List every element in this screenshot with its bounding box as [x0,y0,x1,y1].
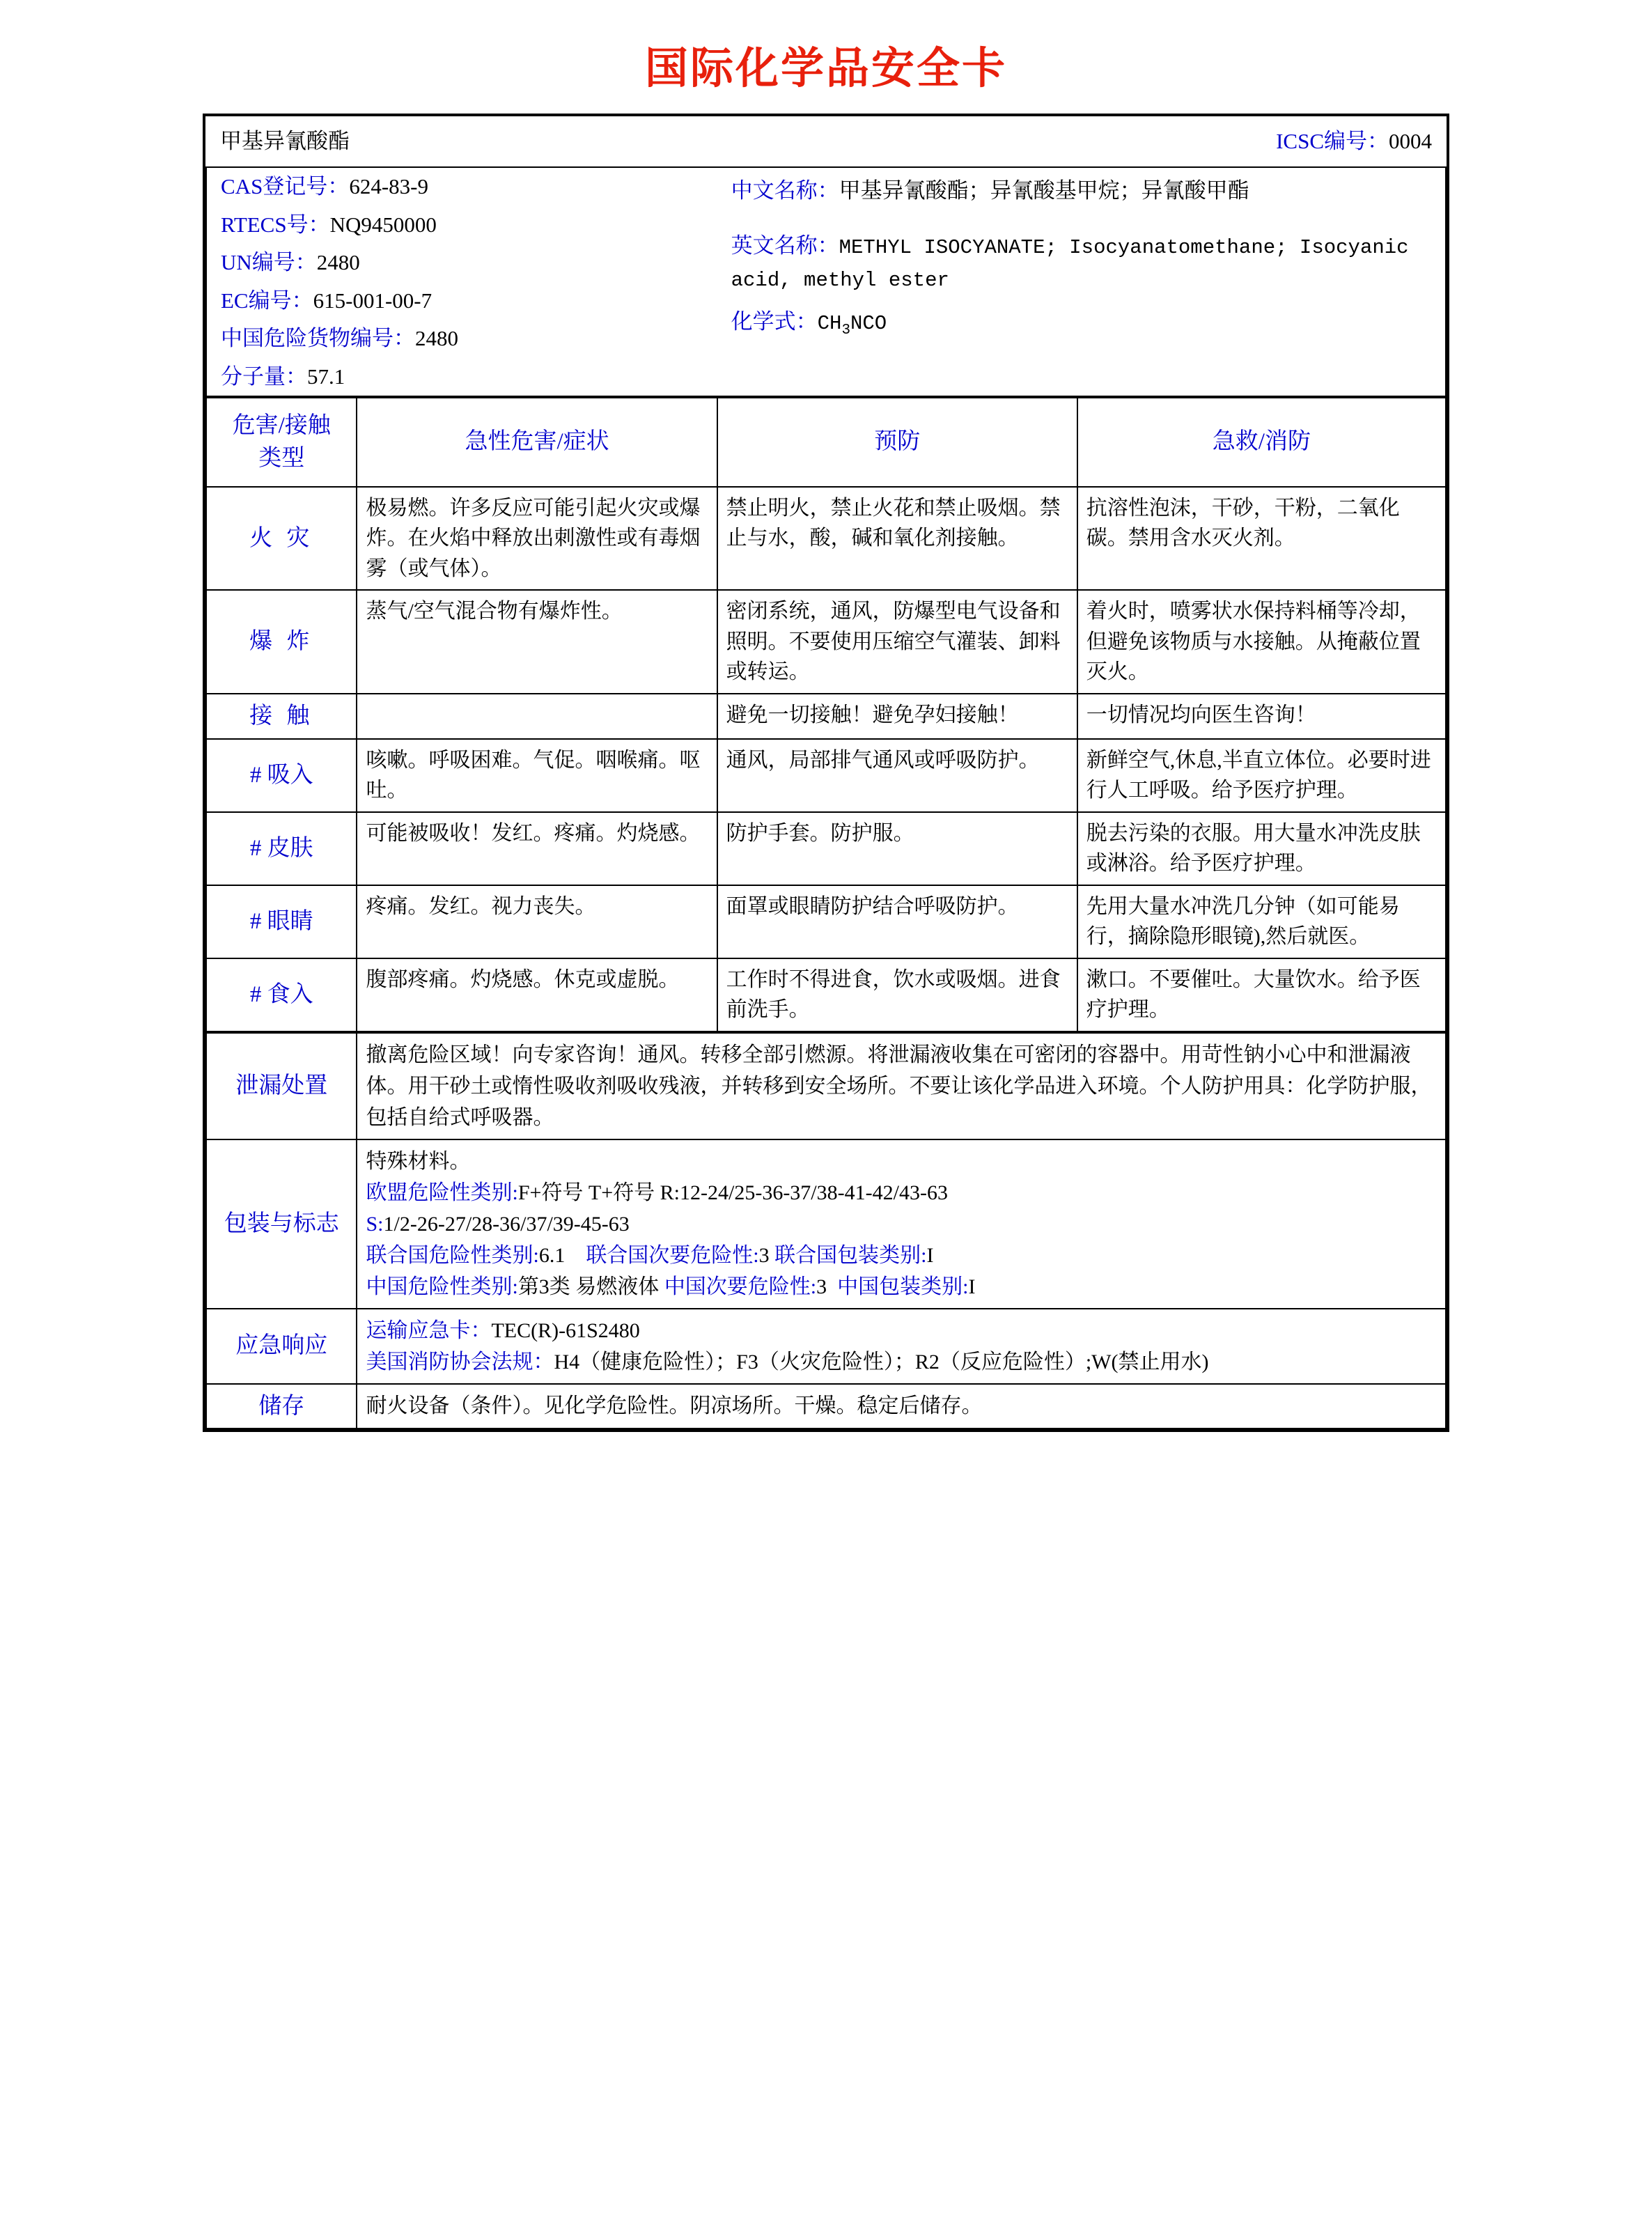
storage-label: 储存 [206,1384,357,1429]
column-header-hazard-type-line1: 危害/接触 [232,413,331,439]
cas-label: CAS登记号： [221,174,350,199]
table-row [206,694,1446,739]
emergency-nfpa-value: H4（健康危险性）；F3（火灾危险性）；R2（反应危险性）;W(禁止用水) [554,1350,1209,1373]
row-symptoms-skin: 可能被吸收！发红。疼痛。灼烧感。 [357,812,717,885]
mw-label: 分子量： [221,364,307,389]
spill-text: 撤离危险区域！向专家咨询！通风。转移全部引燃源。将泄漏液收集在可密闭的容器中。用苛性钠小心中和泄漏液体。用干砂土或惰性吸收剂吸收残液，并转移到安全场所。不要让该化学品进入环境。个人防护用具：化学防护服，包括自给式呼吸器。 [357,1032,1446,1139]
packaging-s-value: 1/2-26-27/28-36/37/39-45-63 [383,1212,630,1236]
table-row [206,812,1446,885]
emergency-row [206,1309,1446,1384]
formula-label: 化学式： [731,309,818,334]
row-prevention-explosion: 密闭系统，通风，防爆型电气设备和照明。不要使用压缩空气灌装、卸料或转运。 [717,590,1077,694]
row-symptoms-eyes: 疼痛。发红。视力丧失。 [357,885,717,958]
packaging-cn-pack-value: I [968,1275,976,1298]
row-label-explosion: 爆 炸 [206,590,357,694]
storage-row [206,1384,1446,1429]
table-row [206,885,1446,958]
packaging-label: 包装与标志 [206,1139,357,1309]
row-symptoms-fire: 极易燃。许多反应可能引起火灾或爆炸。在火焰中释放出刺激性或有毒烟雾（或气体）。 [357,487,717,591]
cas-value: 624-83-9 [349,174,428,199]
row-label-skin: # 皮肤 [206,812,357,885]
packaging-eu-value: F+符号 T+符号 R:12-24/25-36-37/38-41-42/43-63 [517,1181,948,1204]
row-firstaid-ingestion: 漱口。不要催吐。大量饮水。给予医疗护理。 [1077,958,1446,1032]
packaging-row [206,1139,1446,1309]
card-header-row [206,116,1446,167]
cn-name-value: 甲基异氰酸酯；异氰酸基甲烷；异氰酸甲酯 [839,178,1249,203]
storage-text: 耐火设备（条件）。见化学危险性。阴凉场所。干燥。稳定后储存。 [357,1384,1446,1429]
formula-pre: CH [817,311,842,335]
un-field [207,244,717,282]
row-firstaid-explosion: 着火时，喷雾状水保持料桶等冷却，但避免该物质与水接触。从掩蔽位置灭火。 [1077,590,1446,694]
row-label-eyes: # 眼睛 [206,885,357,958]
row-prevention-eyes: 面罩或眼睛防护结合呼吸防护。 [717,885,1077,958]
icsc-card [203,114,1449,1432]
column-header-hazard-type-line2: 类型 [258,445,305,471]
icsc-table [205,116,1447,1429]
packaging-line1: 特殊材料。 [366,1149,471,1173]
icsc-label: ICSC编号： [1276,129,1389,153]
mw-field [207,358,717,396]
en-name-label: 英文名称： [731,233,839,258]
packaging-text [357,1139,1446,1309]
packaging-cn-sub-label: 中国次要危险性: [664,1275,817,1298]
mw-value: 57.1 [307,364,345,389]
row-label-ingestion: # 食入 [206,958,357,1032]
ec-value: 615-001-00-7 [313,288,433,313]
table-row [206,739,1446,812]
cn-name-field [717,168,1445,210]
table-row [206,590,1446,694]
column-header-symptoms: 急性危害/症状 [357,397,717,487]
identification-left [206,167,717,397]
table-row [206,958,1446,1032]
packaging-un-line [366,1240,1437,1271]
row-symptoms-ingestion: 腹部疼痛。灼烧感。休克或虚脱。 [357,958,717,1032]
packaging-s-line [366,1208,1437,1240]
emergency-transport-value: TEC(R)-61S2480 [491,1318,640,1342]
row-firstaid-eyes: 先用大量水冲洗几分钟（如可能易行，摘除隐形眼镜),然后就医。 [1077,885,1446,958]
row-label-fire: 火 灾 [206,487,357,591]
emergency-transport-label: 运输应急卡： [366,1318,492,1342]
packaging-cn-pack-label: 中国包装类别: [837,1275,969,1298]
row-prevention-fire: 禁止明火，禁止火花和禁止吸烟。禁止与水，酸，碱和氧化剂接触。 [717,487,1077,591]
ec-label: EC编号： [221,288,313,313]
emergency-text [357,1309,1446,1384]
packaging-eu-line [366,1177,1437,1208]
column-header-hazard-type [206,397,357,487]
table-row [206,487,1446,591]
rtecs-label: RTECS号： [221,212,330,237]
icsc-number-cell [717,116,1446,167]
cas-field [207,168,717,206]
packaging-un-pack-value: I [926,1243,934,1267]
row-label-exposure: 接 触 [206,694,357,739]
packaging-cn-class-value: 第3类 易燃液体 [517,1275,660,1298]
formula-value [817,311,887,338]
identification-row [206,167,1446,397]
ec-field [207,282,717,320]
un-label: UN编号： [221,250,317,275]
column-header-prevention: 预防 [717,397,1077,487]
column-header-row [206,397,1446,487]
packaging-eu-label: 欧盟危险性类别: [366,1181,518,1204]
row-symptoms-inhalation: 咳嗽。呼吸困难。气促。咽喉痛。呕吐。 [357,739,717,812]
packaging-un-sub-value: 3 [758,1243,770,1267]
packaging-un-pack-label: 联合国包装类别: [774,1243,927,1267]
spill-row [206,1032,1446,1139]
packaging-un-class-value: 6.1 [538,1243,566,1267]
en-name-value: METHYL ISOCYANATE; Isocyanatomethane; Isocyanic acid, methyl ester [731,235,1409,293]
cn-dangerous-label: 中国危险货物编号： [221,326,415,351]
row-firstaid-skin: 脱去污染的衣服。用大量水冲洗皮肤或淋浴。给予医疗护理。 [1077,812,1446,885]
rtecs-value: NQ9450000 [329,212,437,237]
emergency-nfpa-label: 美国消防协会法规： [366,1350,554,1373]
packaging-cn-class-label: 中国危险性类别: [366,1275,518,1298]
emergency-nfpa-line [366,1346,1437,1378]
icsc-value: 0004 [1389,129,1432,153]
column-header-firstaid: 急救/消防 [1077,397,1446,487]
emergency-transport-line [366,1315,1437,1346]
packaging-cn-sub-value: 3 [816,1275,827,1298]
row-label-inhalation: # 吸入 [206,739,357,812]
row-prevention-ingestion: 工作时不得进食，饮水或吸烟。进食前洗手。 [717,958,1077,1032]
row-firstaid-fire: 抗溶性泡沫，干砂，干粉，二氧化碳。禁用含水灭火剂。 [1077,487,1446,591]
en-name-field [717,210,1445,299]
row-firstaid-exposure: 一切情况均向医生咨询！ [1077,694,1446,739]
row-prevention-exposure: 避免一切接触！避免孕妇接触！ [717,694,1077,739]
packaging-cn-line [366,1271,1437,1302]
packaging-s-label: S: [366,1212,384,1236]
rtecs-field [207,206,717,244]
formula-field [717,299,1445,344]
spill-label: 泄漏处置 [206,1032,357,1139]
row-prevention-skin: 防护手套。防护服。 [717,812,1077,885]
un-value: 2480 [316,250,360,275]
cn-name-label: 中文名称： [731,178,839,203]
row-symptoms-exposure [357,694,717,739]
page-title: 国际化学品安全卡 [644,45,1007,93]
packaging-un-class-label: 联合国危险性类别: [366,1243,539,1267]
cn-dangerous-value: 2480 [415,326,458,351]
emergency-label: 应急响应 [206,1309,357,1384]
packaging-un-sub-label: 联合国次要危险性: [586,1243,759,1267]
identification-right [717,167,1446,397]
formula-sub: 3 [841,322,850,338]
formula-post: NCO [850,311,887,335]
row-prevention-inhalation: 通风，局部排气通风或呼吸防护。 [717,739,1077,812]
substance-name: 甲基异氰酸酯 [220,129,350,153]
cn-dangerous-field [207,320,717,358]
row-firstaid-inhalation: 新鲜空气,休息,半直立体位。必要时进行人工呼吸。给予医疗护理。 [1077,739,1446,812]
row-symptoms-explosion: 蒸气/空气混合物有爆炸性。 [357,590,717,694]
